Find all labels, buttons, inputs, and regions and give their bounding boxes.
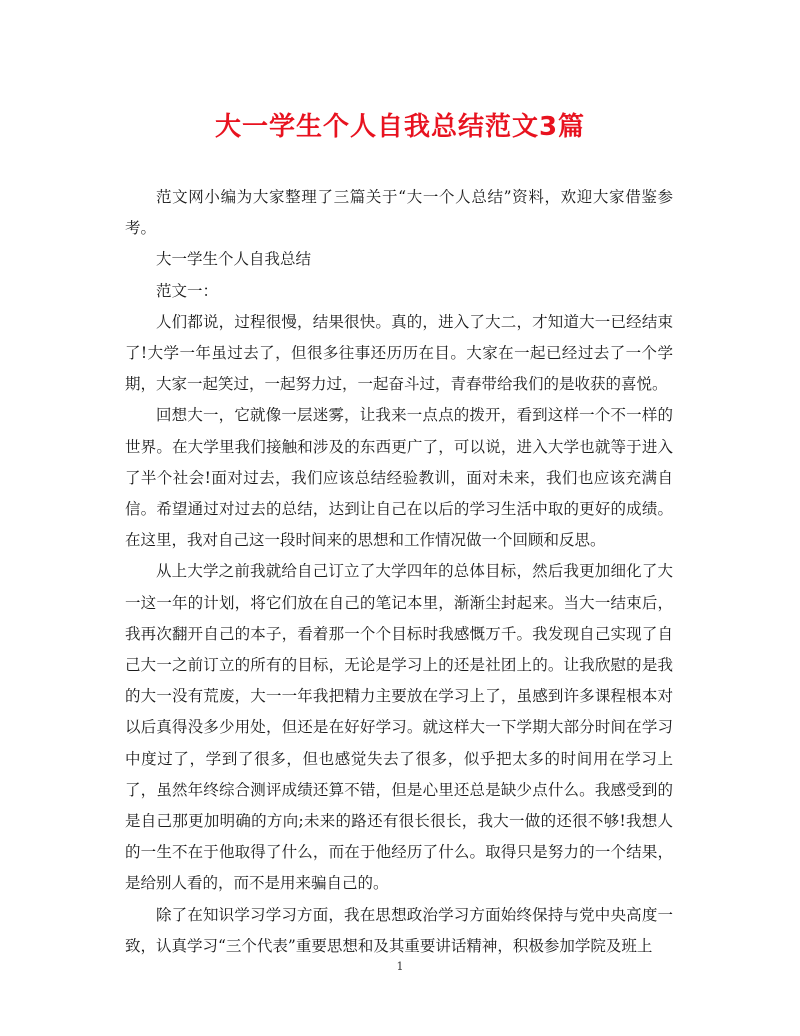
sample-label: 范文一： <box>156 281 219 300</box>
section-heading: 大一学生个人自我总结 <box>156 250 312 269</box>
document-title: 大一学生个人自我总结范文3篇 <box>214 112 586 142</box>
document-body <box>125 182 673 962</box>
paragraph: 人们都说，过程很慢，结果很快。真的，进入了大二，才知道大一已经结束了!大学一年虽过去了，但很多往事还历历在目。大家在一起已经过去了一个学期，大家一起笑过，一起努力过，一起奋斗过，青春带给我们的是收获的喜悦。 <box>125 312 673 394</box>
page-number: 1 <box>396 960 404 973</box>
paragraph: 除了在知识学习学习方面，我在思想政治学习方面始终保持与党中央高度一致，认真学习“三个代表”重要思想和及其重要讲话精神，积极参加学院及班上 <box>125 905 673 955</box>
paragraph: 从上大学之前我就给自己订立了大学四年的总体目标，然后我更加细化了大一这一年的计划，将它们放在自己的笔记本里，渐渐尘封起来。当大一结束后，我再次翻开自己的本子，看着那一个个目标时我感慨万千。我发现自己实现了自己大一之前订立的所有的目标，无论是学习上的还是社团上的。让我欣慰的是我的大一没有荒废，大一一年我把精力主要放在学习上了，虽感到许多课程根本对以后真得没多少用处，但还是在好好学习。就这样大一下学期大部分时间在学习中度过了，学到了很多，但也感觉失去了很多，似乎把太多的时间用在学习上了，虽然年终综合测评成绩还算不错，但是心里还总是缺少点什么。我感受到的是自己那更加明确的方向;未来的路还有很长很长，我大一做的还很不够!我想人的一生不在于他取得了什么，而在于他经历了什么。取得只是努力的一个结果，是给别人看的，而不是用来骗自己的。 <box>125 562 673 893</box>
paragraph-intro: 范文网小编为大家整理了三篇关于“大一个人总结”资料，欢迎大家借鉴参考。 <box>125 188 673 238</box>
paragraph: 回想大一，它就像一层迷雾，让我来一点点的拨开，看到这样一个不一样的世界。在大学里我们接触和涉及的东西更广了，可以说，进入大学也就等于进入了半个社会!面对过去，我们应该总结经验教训，面对未来，我们也应该充满自信。希望通过对过去的总结，达到让自己在以后的学习生活中取的更好的成绩。在这里，我对自己这一段时间来的思想和工作情况做一个回顾和反思。 <box>125 406 673 550</box>
